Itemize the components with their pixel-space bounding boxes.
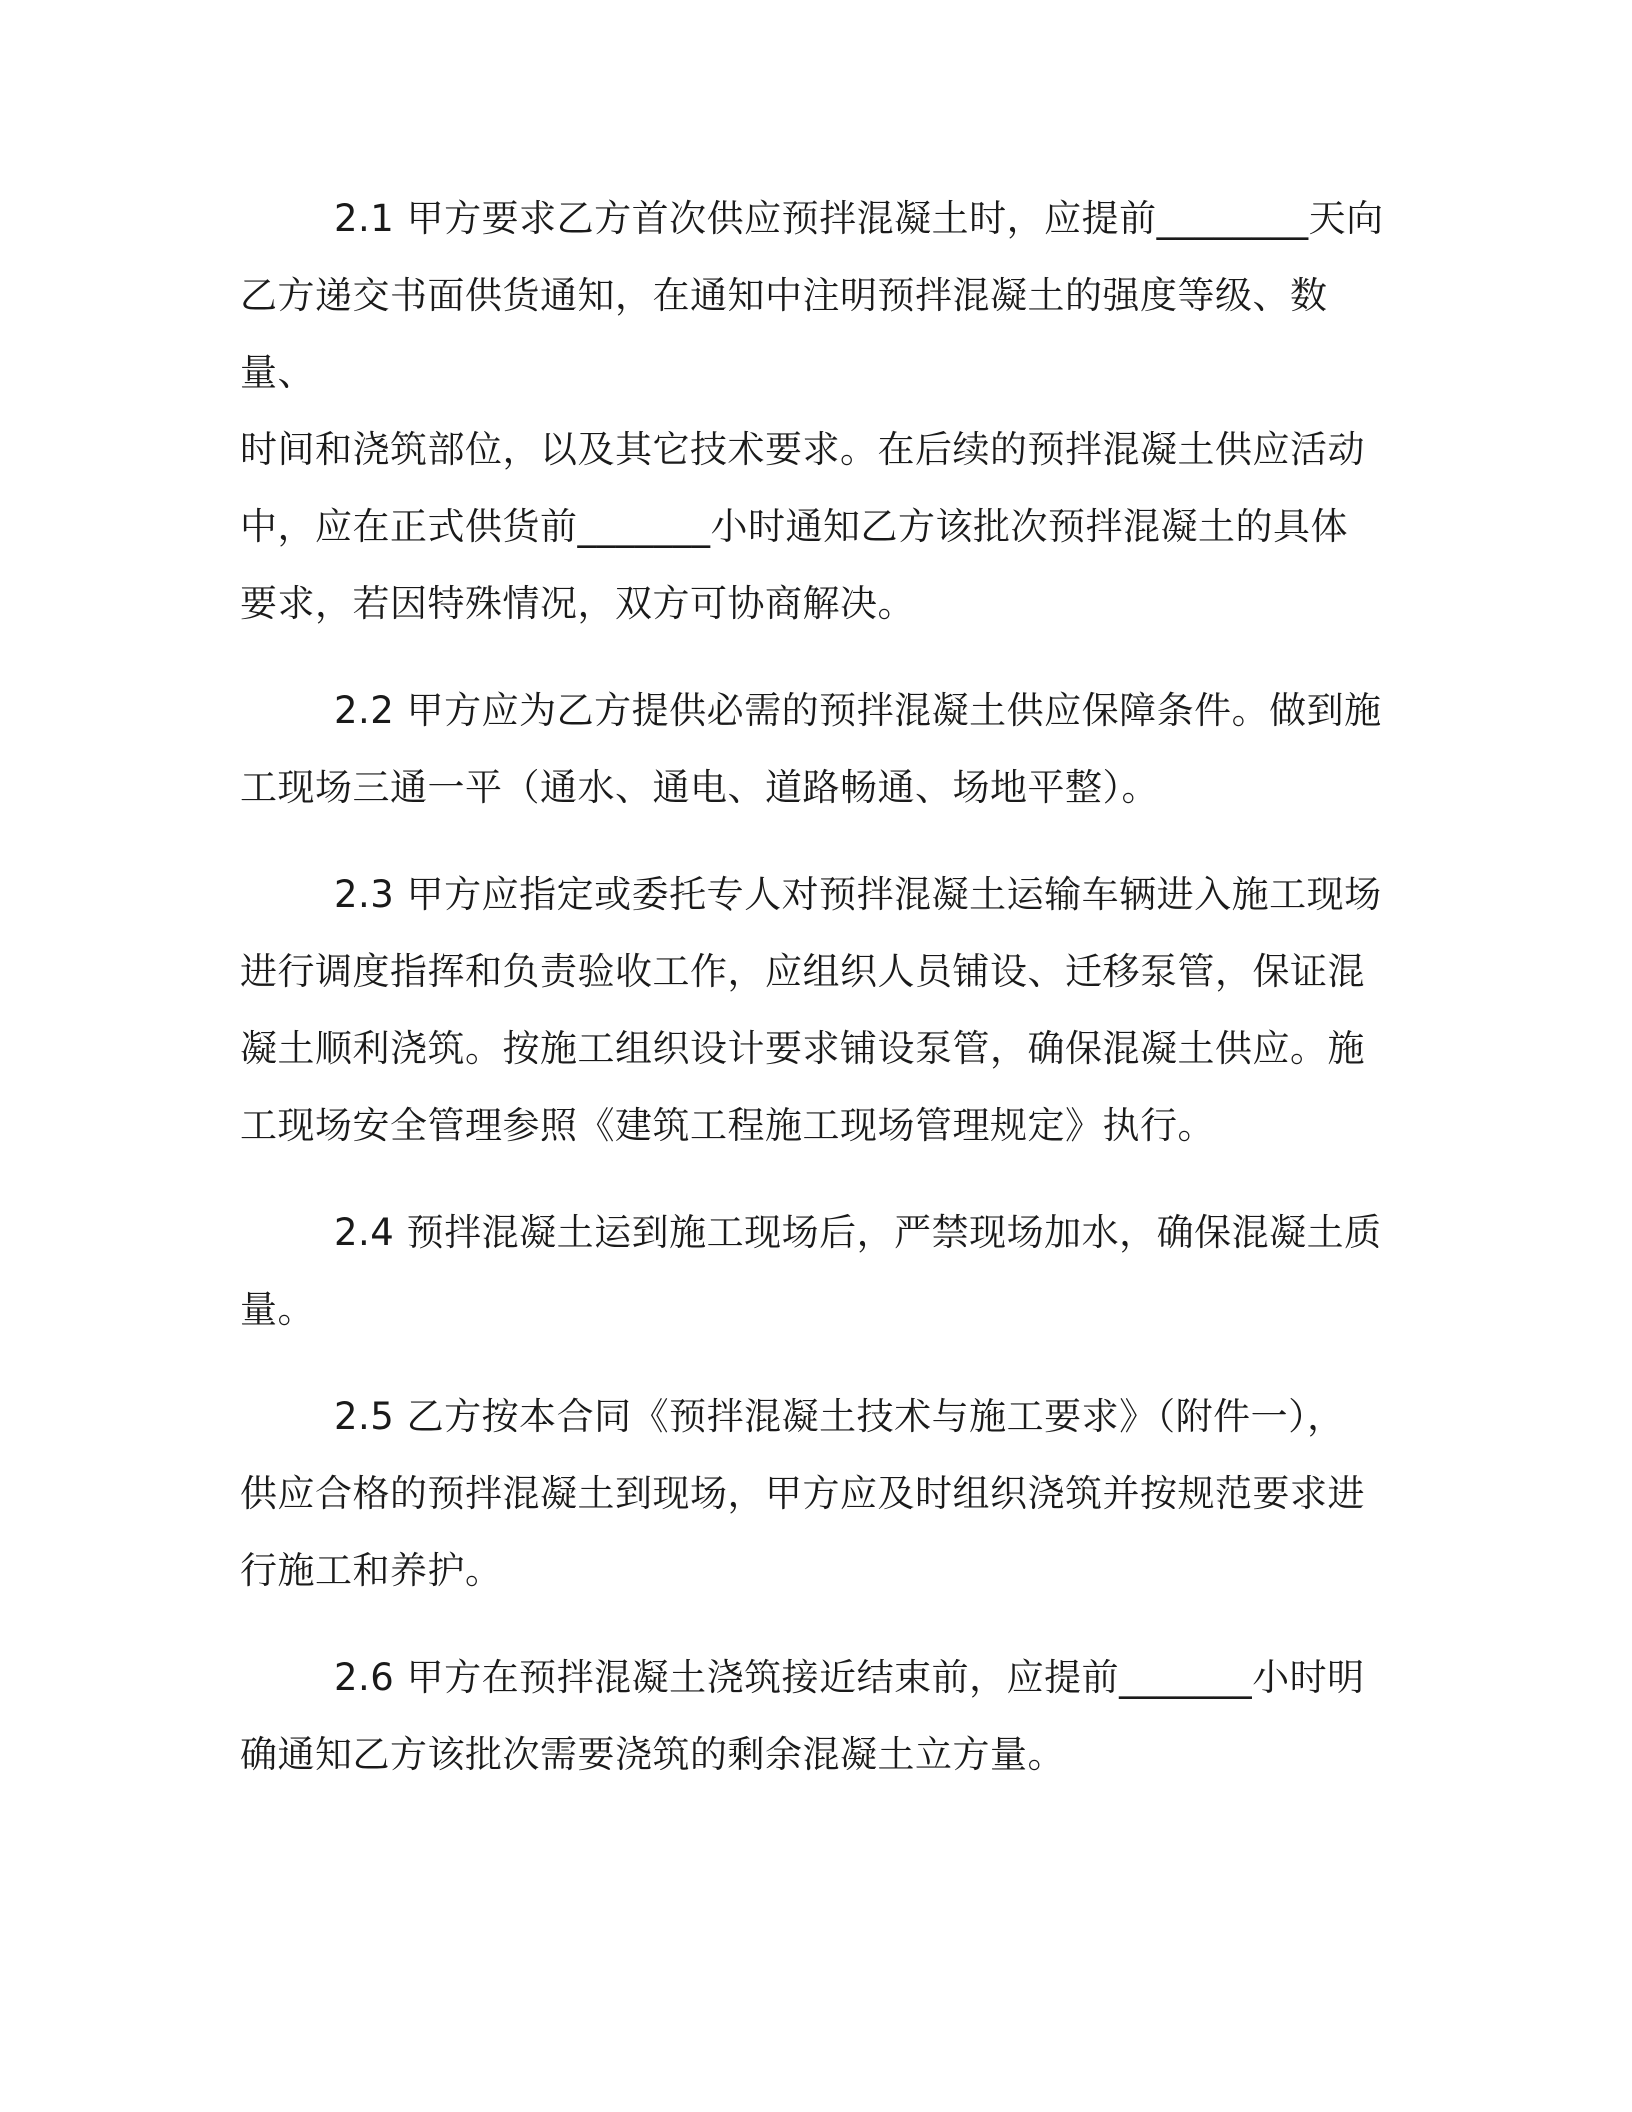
clause-line: 要求，若因特殊情况，双方可协商解决。 bbox=[240, 582, 915, 625]
clause-line: 乙方递交书面供货通知，在通知中注明预拌混凝土的强度等级、数量、 bbox=[240, 274, 1328, 394]
clause-line: 行施工和养护。 bbox=[240, 1549, 503, 1592]
clause-line: 进行调度指挥和负责验收工作，应组织人员铺设、迁移泵管，保证混 bbox=[240, 950, 1365, 993]
clause-2-4 bbox=[240, 1194, 1390, 1348]
clause-line: 2.4 预拌混凝土运到施工现场后，严禁现场加水，确保混凝土质 bbox=[334, 1211, 1382, 1254]
clause-line: 量。 bbox=[240, 1288, 315, 1331]
clause-line: 凝土顺利浇筑。按施工组织设计要求铺设泵管，确保混凝土供应。施 bbox=[240, 1027, 1365, 1070]
clause-2-5 bbox=[240, 1378, 1390, 1609]
clause-line: 2.3 甲方应指定或委托专人对预拌混凝土运输车辆进入施工现场 bbox=[334, 873, 1382, 916]
clause-2-6 bbox=[240, 1639, 1390, 1793]
document-body bbox=[240, 180, 1390, 1823]
clause-2-1 bbox=[240, 180, 1390, 642]
clause-line: 确通知乙方该批次需要浇筑的剩余混凝土立方量。 bbox=[240, 1733, 1065, 1776]
clause-line: 2.6 甲方在预拌混凝土浇筑接近结束前，应提前_______小时明 bbox=[334, 1656, 1365, 1699]
clause-2-2 bbox=[240, 672, 1390, 826]
clause-line: 工现场三通一平（通水、通电、道路畅通、场地平整）。 bbox=[240, 766, 1159, 809]
clause-line: 2.1 甲方要求乙方首次供应预拌混凝土时，应提前________天向 bbox=[334, 197, 1384, 240]
clause-2-3 bbox=[240, 856, 1390, 1164]
clause-line: 中，应在正式供货前_______小时通知乙方该批次预拌混凝土的具体 bbox=[240, 505, 1348, 548]
clause-line: 2.2 甲方应为乙方提供必需的预拌混凝土供应保障条件。做到施 bbox=[334, 689, 1382, 732]
clause-line: 时间和浇筑部位，以及其它技术要求。在后续的预拌混凝土供应活动 bbox=[240, 428, 1365, 471]
clause-line: 2.5 乙方按本合同《预拌混凝土技术与施工要求》（附件一）， bbox=[334, 1395, 1345, 1438]
clause-line: 工现场安全管理参照《建筑工程施工现场管理规定》执行。 bbox=[240, 1104, 1215, 1147]
clause-line: 供应合格的预拌混凝土到现场，甲方应及时组织浇筑并按规范要求进 bbox=[240, 1472, 1365, 1515]
